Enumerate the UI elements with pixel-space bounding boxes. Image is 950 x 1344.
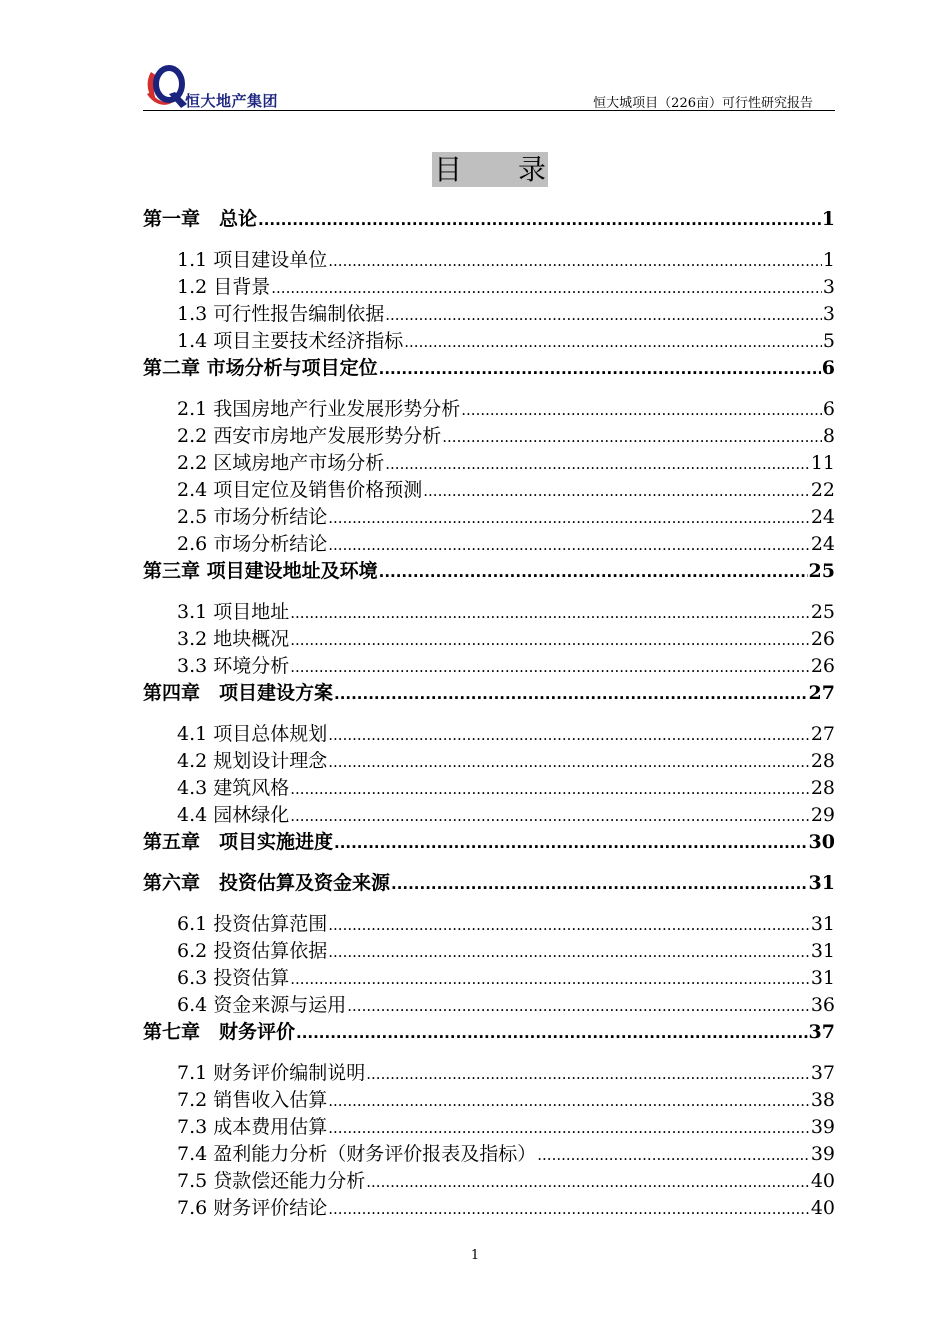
toc-chapter-label: 第四章 项目建设方案	[143, 682, 334, 704]
toc-section-label: 4.4 园林绿化	[177, 804, 290, 826]
toc-leader-dots	[334, 831, 808, 853]
toc-chapter-label: 第三章 项目建设地址及环境	[143, 560, 378, 582]
toc-section-2-5[interactable]	[143, 502, 835, 529]
toc-leader-dots	[328, 249, 822, 271]
toc-leader-dots	[366, 1062, 810, 1084]
toc-section-label: 2.5 市场分析结论	[177, 506, 328, 528]
toc-leader-dots	[290, 655, 810, 677]
toc-leader-dots	[328, 1089, 810, 1111]
toc-page-number: 24	[810, 506, 835, 528]
toc-leader-dots	[379, 357, 821, 379]
toc-section-label: 7.3 成本费用估算	[177, 1116, 328, 1138]
toc-section-1-3[interactable]	[143, 299, 835, 326]
toc-page-number: 3	[822, 276, 835, 298]
toc-section-4-2[interactable]	[143, 746, 835, 773]
toc-section-label: 2.1 我国房地产行业发展形势分析	[177, 398, 461, 420]
toc-section-label: 4.3 建筑风格	[177, 777, 290, 799]
toc-section-6-4[interactable]	[143, 990, 835, 1017]
toc-section-4-4[interactable]	[143, 800, 835, 827]
toc-section-label: 2.2 西安市房地产发展形势分析	[177, 425, 442, 447]
toc-page-number: 6	[822, 398, 835, 420]
toc-page-number: 25	[810, 601, 835, 623]
toc-section-label: 3.3 环境分析	[177, 655, 290, 677]
toc-section-label: 2.4 项目定位及销售价格预测	[177, 479, 423, 501]
toc-chapter-4[interactable]	[143, 678, 835, 705]
toc-leader-dots	[404, 330, 822, 352]
toc-section-7-5[interactable]	[143, 1166, 835, 1193]
toc-leader-dots	[328, 506, 810, 528]
toc-page-number: 31	[810, 967, 835, 989]
toc-section-3-2[interactable]	[143, 624, 835, 651]
toc-leader-dots	[290, 628, 810, 650]
toc-leader-dots	[347, 994, 810, 1016]
toc-page-number: 36	[810, 994, 835, 1016]
toc-section-7-6[interactable]	[143, 1193, 835, 1220]
toc-section-label: 4.1 项目总体规划	[177, 723, 328, 745]
toc-leader-dots	[334, 682, 808, 704]
toc-section-1-1[interactable]	[143, 245, 835, 272]
toc-section-label: 1.2 目背景	[177, 276, 271, 298]
toc-section-label: 7.2 销售收入估算	[177, 1089, 328, 1111]
toc-section-label: 6.4 资金来源与运用	[177, 994, 347, 1016]
company-name: 恒大地产集团	[185, 92, 279, 110]
toc-section-label: 7.1 财务评价编制说明	[177, 1062, 366, 1084]
toc-section-2-6[interactable]	[143, 529, 835, 556]
toc-leader-dots	[391, 872, 808, 894]
toc-page-number: 37	[810, 1062, 835, 1084]
toc-section-label: 2.2 区域房地产市场分析	[177, 452, 385, 474]
toc-page-number: 29	[810, 804, 835, 826]
toc-section-label: 7.6 财务评价结论	[177, 1197, 328, 1219]
toc-section-4-3[interactable]	[143, 773, 835, 800]
toc-page-number: 22	[810, 479, 835, 501]
toc-page-number: 8	[822, 425, 835, 447]
page-header	[143, 64, 835, 112]
toc-leader-dots	[290, 777, 810, 799]
toc-leader-dots	[290, 967, 810, 989]
toc-leader-dots	[537, 1143, 810, 1165]
toc-page-number: 28	[810, 777, 835, 799]
toc-chapter-7[interactable]	[143, 1017, 835, 1044]
toc-section-label: 7.4 盈利能力分析（财务评价报表及指标）	[177, 1143, 537, 1165]
toc-section-4-1[interactable]	[143, 719, 835, 746]
toc-section-2-2[interactable]	[143, 421, 835, 448]
toc-section-label: 3.1 项目地址	[177, 601, 290, 623]
document-title: 恒大城项目（226亩）可行性研究报告	[593, 96, 813, 111]
toc-section-label: 6.3 投资估算	[177, 967, 290, 989]
toc-chapter-3[interactable]	[143, 556, 835, 583]
toc-leader-dots	[385, 452, 810, 474]
toc-page-number: 27	[808, 682, 835, 704]
toc-section-7-3[interactable]	[143, 1112, 835, 1139]
toc-heading	[432, 152, 548, 187]
toc-page-number: 3	[822, 303, 835, 325]
toc-section-label: 3.2 地块概况	[177, 628, 290, 650]
toc-leader-dots	[385, 303, 822, 325]
toc-page-number: 31	[810, 913, 835, 935]
toc-page-number: 37	[808, 1021, 835, 1043]
toc-page-number: 24	[810, 533, 835, 555]
toc-leader-dots	[290, 601, 810, 623]
toc-page-number: 40	[810, 1170, 835, 1192]
toc-leader-dots	[461, 398, 822, 420]
toc-heading-char-1: 目	[434, 153, 463, 186]
toc-section-label: 4.2 规划设计理念	[177, 750, 328, 772]
toc-leader-dots	[328, 533, 810, 555]
toc-page-number: 28	[810, 750, 835, 772]
toc-section-7-2[interactable]	[143, 1085, 835, 1112]
toc-page-number: 11	[810, 452, 835, 474]
toc-page-number: 40	[810, 1197, 835, 1219]
toc-section-2-4[interactable]	[143, 475, 835, 502]
toc-page-number: 38	[810, 1089, 835, 1111]
toc-leader-dots	[366, 1170, 810, 1192]
toc-section-2-3[interactable]	[143, 448, 835, 475]
toc-chapter-6[interactable]	[143, 868, 835, 895]
toc-page-number: 1	[822, 249, 835, 271]
toc-chapter-label: 第一章 总论	[143, 208, 258, 230]
toc-leader-dots	[296, 1021, 808, 1043]
toc-page-number: 25	[808, 560, 835, 582]
toc-section-label: 7.5 贷款偿还能力分析	[177, 1170, 366, 1192]
toc-leader-dots	[328, 913, 810, 935]
toc-page-number: 30	[808, 831, 835, 853]
toc-page-number: 39	[810, 1116, 835, 1138]
header-divider	[143, 110, 835, 111]
toc-leader-dots	[271, 276, 822, 298]
toc-section-1-4[interactable]	[143, 326, 835, 353]
toc-chapter-2[interactable]	[143, 353, 835, 380]
toc-section-label: 2.6 市场分析结论	[177, 533, 328, 555]
toc-heading-char-2: 录	[517, 153, 546, 186]
toc-section-7-4[interactable]	[143, 1139, 835, 1166]
toc-page-number: 31	[810, 940, 835, 962]
toc-section-6-1[interactable]	[143, 909, 835, 936]
toc-section-label: 1.4 项目主要技术经济指标	[177, 330, 404, 352]
toc-page-number: 31	[808, 872, 835, 894]
toc-chapter-5[interactable]	[143, 827, 835, 854]
toc-leader-dots	[258, 208, 821, 230]
toc-chapter-1[interactable]	[143, 204, 835, 231]
company-logo-icon	[143, 64, 189, 110]
toc-chapter-label: 第二章 市场分析与项目定位	[143, 357, 378, 379]
toc-page-number: 27	[810, 723, 835, 745]
toc-chapter-label: 第六章 投资估算及资金来源	[143, 872, 391, 894]
toc-leader-dots	[290, 804, 810, 826]
toc-section-2-1[interactable]	[143, 394, 835, 421]
toc-page-number: 6	[821, 357, 835, 379]
toc-chapter-label: 第七章 财务评价	[143, 1021, 296, 1043]
toc-section-label: 6.2 投资估算依据	[177, 940, 328, 962]
toc-section-label: 1.1 项目建设单位	[177, 249, 328, 271]
toc-section-6-2[interactable]	[143, 936, 835, 963]
toc-leader-dots	[379, 560, 808, 582]
toc-section-3-3[interactable]	[143, 651, 835, 678]
toc-leader-dots	[328, 723, 810, 745]
toc-section-label: 6.1 投资估算范围	[177, 913, 328, 935]
toc-leader-dots	[423, 479, 810, 501]
toc-leader-dots	[442, 425, 822, 447]
toc-page-number: 26	[810, 655, 835, 677]
toc-section-3-1[interactable]	[143, 597, 835, 624]
toc-chapter-label: 第五章 项目实施进度	[143, 831, 334, 853]
toc-page-number: 5	[822, 330, 835, 352]
toc-section-1-2[interactable]	[143, 272, 835, 299]
toc-section-7-1[interactable]	[143, 1058, 835, 1085]
toc-section-label: 1.3 可行性报告编制依据	[177, 303, 385, 325]
toc-leader-dots	[328, 940, 810, 962]
page-number-footer: 1	[470, 1248, 480, 1263]
toc-page-number: 39	[810, 1143, 835, 1165]
toc-section-6-3[interactable]	[143, 963, 835, 990]
toc-leader-dots	[328, 1116, 810, 1138]
toc-leader-dots	[328, 1197, 810, 1219]
toc-page-number: 26	[810, 628, 835, 650]
toc-leader-dots	[328, 750, 810, 772]
toc-page-number: 1	[821, 208, 835, 230]
